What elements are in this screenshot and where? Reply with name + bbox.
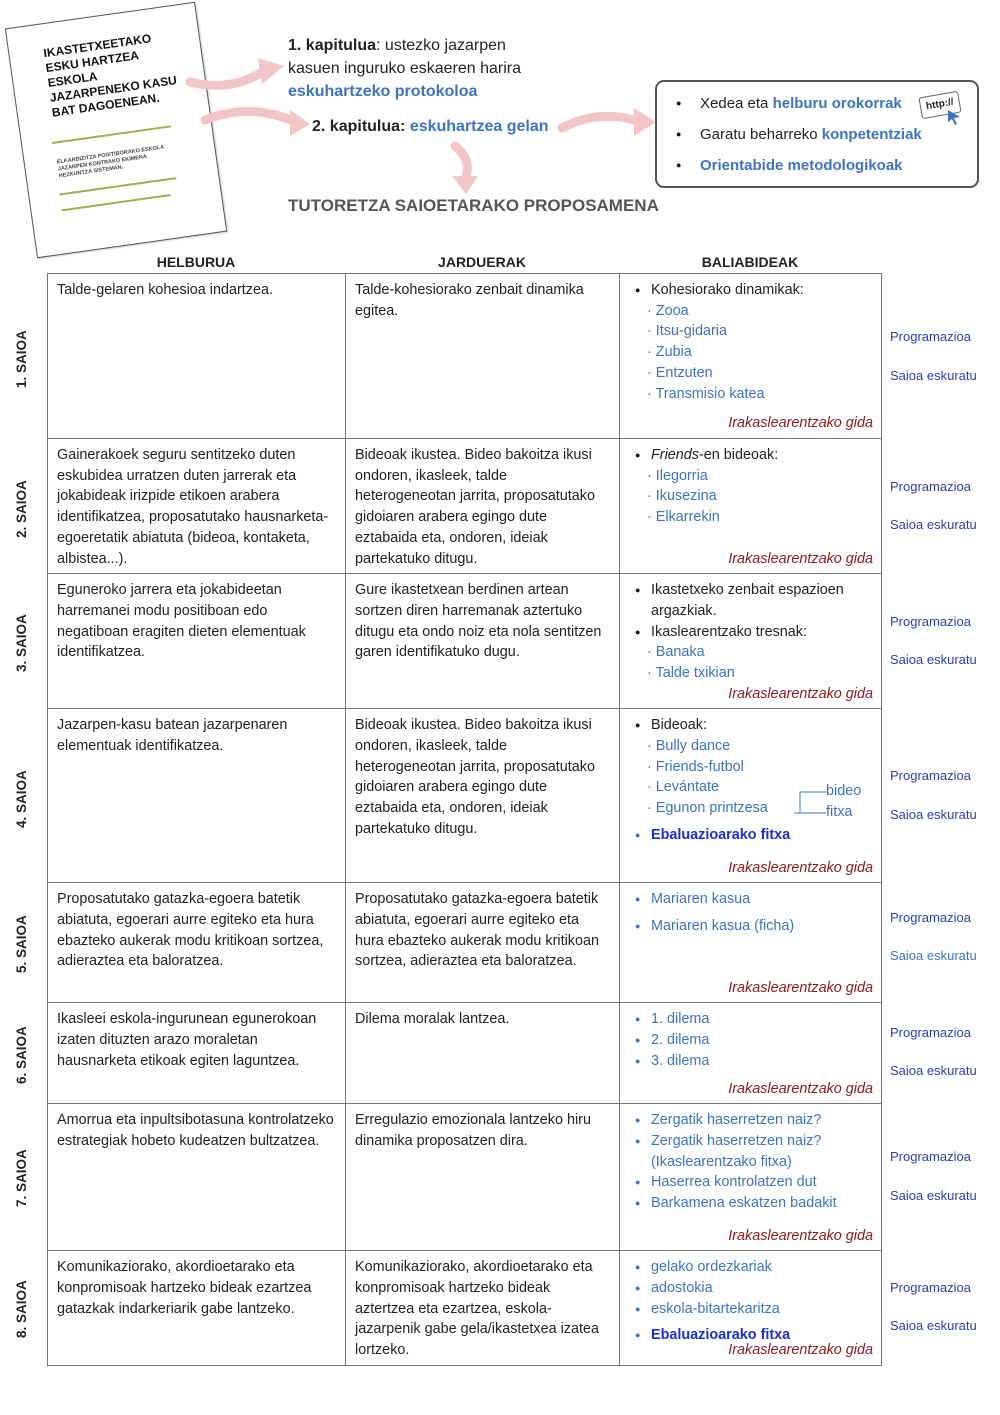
get-session-link[interactable]: Saioa eskuratu [890,652,977,667]
table-row [48,1003,882,1104]
resource-link[interactable]: ● adostokia [651,1278,873,1299]
arrow-3 [562,116,640,128]
jarduerak-cell: Talde-kohesiorako zenbait dinamika egitea. [346,274,620,439]
helburua-cell: Talde-gelaren kohesioa indartzea. [48,274,346,439]
programming-link[interactable]: Programazioa [890,1149,971,1164]
helburua-cell: Ikasleei eskola-ingurunean egunerokoan izaten dituzten arazo moraletan hausnarketa etikoak egiten laguntzea. [48,1003,346,1104]
chapter-1-text: 1. kapitulua: ustezko jazarpen kasuen inguruko eskaeren harira eskuhartzeko protokoloa [288,37,522,100]
jarduerak-cell: Dilema moralak lantzea. [346,1003,620,1104]
programming-link[interactable]: Programazioa [890,329,971,344]
sheet-link[interactable]: fitxa [826,804,853,821]
resource-link[interactable]: ● Mariaren kasua [651,889,873,910]
table-row [48,439,882,574]
helburua-cell: Gainerakoek seguru sentitzeko duten eskubidea urratzen duten jarrerak eta jokabideak irizpide etikoen arabera identifikatzea, proposatutako hausnarketa-egoeretatik abiatuta (bideoa, kontaketa, albistea...). [48,439,346,574]
teacher-guide-link[interactable]: Irakaslearentzako gida [728,685,873,702]
baliabideak-cell [620,1003,882,1104]
chapter-2-text: 2. kapitulua: eskuhartzea gelan [312,118,549,135]
table-row [48,883,882,1003]
resource-link[interactable]: · Itsu-gidaria [647,323,727,340]
resource-link[interactable]: ● Barkamena eskatzen badakit [651,1193,873,1214]
session-label: 5. SAIOA [14,915,29,973]
session-label: 1. SAIOA [14,330,29,388]
programming-link[interactable]: Programazioa [890,1025,971,1040]
get-session-link[interactable]: Saioa eskuratu [890,1318,977,1333]
resource-link[interactable]: · Zooa [647,302,689,319]
helburua-cell: Amorrua eta inpultsibotasuna kontrolatzeko estrategiak hobeto kudeatzen bultzatzea. [48,1104,346,1251]
evaluation-sheet-link[interactable]: ● Ebaluazioarako fitxa [651,1325,873,1346]
resource-link[interactable]: · Ilegorria [647,467,708,484]
get-session-link[interactable]: Saioa eskuratu [890,948,977,963]
objective-item: ● Garatu beharreko konpetentziak [700,119,977,150]
resource-link[interactable]: ● Zergatik haserretzen naiz? (Ikaslearentzako fitxa) [651,1131,873,1172]
cursor-icon [946,108,962,126]
resource-link[interactable]: · Zubia [647,344,692,361]
baliabideak-cell: ● Kohesiorako dinamikak: · Zooa · Itsu-gidaria · Zubia · Entzuten · Transmisio katea Irakaslearentzako gida [620,274,882,439]
teacher-guide-link[interactable]: Irakaslearentzako gida [728,859,873,876]
resource-link[interactable]: · Elkarrekin [647,509,720,526]
baliabideak-cell: ● Ikastetxeko zenbait espazioen argazkiak. ● Ikaslearentzako tresnak: · Banaka · Talde txikian Irakaslearentzako gida [620,574,882,709]
resource-link[interactable]: · Talde txikian [647,665,735,682]
session-label: 2. SAIOA [14,480,29,538]
baliabideak-cell [620,1104,882,1251]
http-link-icon: http:// [918,91,961,120]
table-row [48,1251,882,1366]
helburua-cell: Jazarpen-kasu batean jazarpenaren elementuak identifikatzea. [48,709,346,883]
general-goals-link[interactable]: helburu orokorrak [772,95,902,112]
jarduerak-cell: Bideoak ikustea. Bideo bakoitza ikusi ondoren, ikasleek, talde heterogeneotan jarrita, proposatutako gidoiaren arabera egingo dute eztabaida eta, ondoren, ideiak partekatuko ditugu. [346,709,620,883]
jarduerak-cell: Bideoak ikustea. Bideo bakoitza ikusi ondoren, ikasleek, talde heterogeneotan jarrita, proposatutako gidoiaren arabera egingo dute eztabaida eta, ondoren, ideiak partekatuko ditugu. [346,439,620,574]
resource-link[interactable]: · Ikusezina [647,488,717,505]
programming-link[interactable]: Programazioa [890,768,971,783]
resource-link[interactable]: · Levántate [647,779,720,796]
helburua-cell: Eguneroko jarrera eta jokabideetan harremanei modu positiboan edo negatiboan eragiten dieten elementuak identifikatzea. [48,574,346,709]
column-header-helburua: HELBURUA [156,254,236,270]
column-header-baliabideak: BALIABIDEAK [701,254,799,270]
programming-link[interactable]: Programazioa [890,910,971,925]
helburua-cell: Proposatutako gatazka-egoera batetik abiatuta, egoerari aurre egiteko eta hura ebazteko aukerak modu kritikoan sortzea, adieraztea eta baloratzea. [48,883,346,1003]
column-header-jarduerak: JARDUERAK [438,254,526,270]
bracket-connector [790,789,830,819]
resource-link[interactable]: ● gelako ordezkariak [651,1257,873,1278]
video-link[interactable]: bideo [826,783,862,800]
get-session-link[interactable]: Saioa eskuratu [890,368,977,383]
resource-link[interactable]: ● 2. dilema [651,1030,873,1051]
chapter-1-link[interactable]: eskuhartzeko protokoloa [288,83,478,100]
session-label: 3. SAIOA [14,614,29,672]
objective-item [700,150,977,181]
teacher-guide-link[interactable]: Irakaslearentzako gida [728,979,873,996]
resource-link[interactable]: ● Zergatik haserretzen naiz? [651,1110,873,1131]
resource-link[interactable]: ● eskola-bitartekaritza [651,1299,873,1320]
methodology-link[interactable]: Orientabide metodologikoak [700,157,903,174]
teacher-guide-link[interactable]: Irakaslearentzako gida [728,1227,873,1244]
table-row [48,709,882,883]
resource-link[interactable]: ● Haserrea kontrolatzen dut [651,1172,873,1193]
programming-link[interactable]: Programazioa [890,479,971,494]
resource-link[interactable]: ● 1. dilema [651,1009,873,1030]
session-label: 7. SAIOA [14,1149,29,1207]
get-session-link[interactable]: Saioa eskuratu [890,1188,977,1203]
resource-link[interactable]: · Transmisio katea [647,385,765,402]
get-session-link[interactable]: Saioa eskuratu [890,1063,977,1078]
jarduerak-cell: Komunikaziorako, akordioetarako eta konpromisoak hartzeko bideak aztertzea eta ezartzea, eskola-jazarpenik gabe gela/ikastetxea izatea lortzeko. [346,1251,620,1366]
jarduerak-cell: Proposatutako gatazka-egoera batetik abiatuta, egoerari aurre egiteko eta hura ebazteko aukerak modu kritikoan sortzea, adieraztea eta baloratzea. [346,883,620,1003]
book-cover-subtitle: ELKARBIZITZA POSITIBORAKO ESKOLA JAZARPEN KONTRAKO EKIMENA HEZKUNTZA SISTEMAN. [56,144,165,180]
proposal-title: TUTORETZA SAIOETARAKO PROPOSAMENA [288,196,659,215]
resource-link[interactable]: · Friends-futbol [647,758,744,775]
session-label: 4. SAIOA [14,770,29,828]
resource-link[interactable]: · Entzuten [647,364,713,381]
session-label: 8. SAIOA [14,1280,29,1338]
competences-link[interactable]: konpetentziak [821,126,922,143]
table-row [48,1104,882,1251]
programming-link[interactable]: Programazioa [890,614,971,629]
session-label: 6. SAIOA [14,1026,29,1084]
evaluation-sheet-link[interactable]: ● Ebaluazioarako fitxa [651,825,873,846]
table-row [48,274,882,439]
programming-link[interactable]: Programazioa [890,1280,971,1295]
teacher-guide-link[interactable]: Irakaslearentzako gida [728,1342,873,1359]
chapter-2-link[interactable]: eskuhartzea gelan [409,118,549,135]
arrow-1 [190,72,262,85]
resource-link[interactable]: ● Mariaren kasua (ficha) [651,916,873,937]
table-row [48,574,882,709]
baliabideak-cell [620,883,882,1003]
arrow-4 [455,146,468,176]
baliabideak-cell: ● Friends-en bideoak: · Ilegorria · Ikusezina · Elkarrekin Irakaslearentzako gida [620,439,882,574]
resource-link[interactable]: · Bully dance [647,737,731,754]
teacher-guide-link[interactable]: Irakaslearentzako gida [728,550,873,567]
get-session-link[interactable]: Saioa eskuratu [890,517,977,532]
baliabideak-cell: ● Bideoak: · Bully dance · Friends-futbol · Levántate · Egunon printzesa ● Ebaluazioarako fitxa bideo fitxa Irakaslearentzako gida [620,709,882,883]
jarduerak-cell: Gure ikastetxean berdinen artean sortzen diren harremanak aztertuko ditugu eta ondo noiz eta nola sentitzen garen identifikatuko dugu. [346,574,620,709]
helburua-cell: Komunikaziorako, akordioetarako eta konpromisoak hartzeko bideak ezartzea gatazkak indarkeriarik gabe lantzeko. [48,1251,346,1366]
resource-link[interactable]: ● 3. dilema [651,1051,873,1072]
jarduerak-cell: Erregulazio emozionala lantzeko hiru dinamika proposatzen dira. [346,1104,620,1251]
baliabideak-cell [620,1251,882,1366]
arrow-2 [205,111,296,122]
teacher-guide-link[interactable]: Irakaslearentzako gida [728,1080,873,1097]
book-cover-title: IKASTETXEETAKO ESKU HARTZEA ESKOLA JAZARPENEKO KASU BAT DAGOENEAN. [42,31,178,120]
resource-link[interactable]: · Banaka [647,644,705,661]
teacher-guide-link[interactable]: Irakaslearentzako gida [728,415,873,432]
resource-link[interactable]: · Egunon printzesa [647,800,768,817]
sessions-table [47,273,882,1366]
get-session-link[interactable]: Saioa eskuratu [890,807,977,822]
objective-item: ● Xedea eta helburu orokorrak [700,88,977,119]
